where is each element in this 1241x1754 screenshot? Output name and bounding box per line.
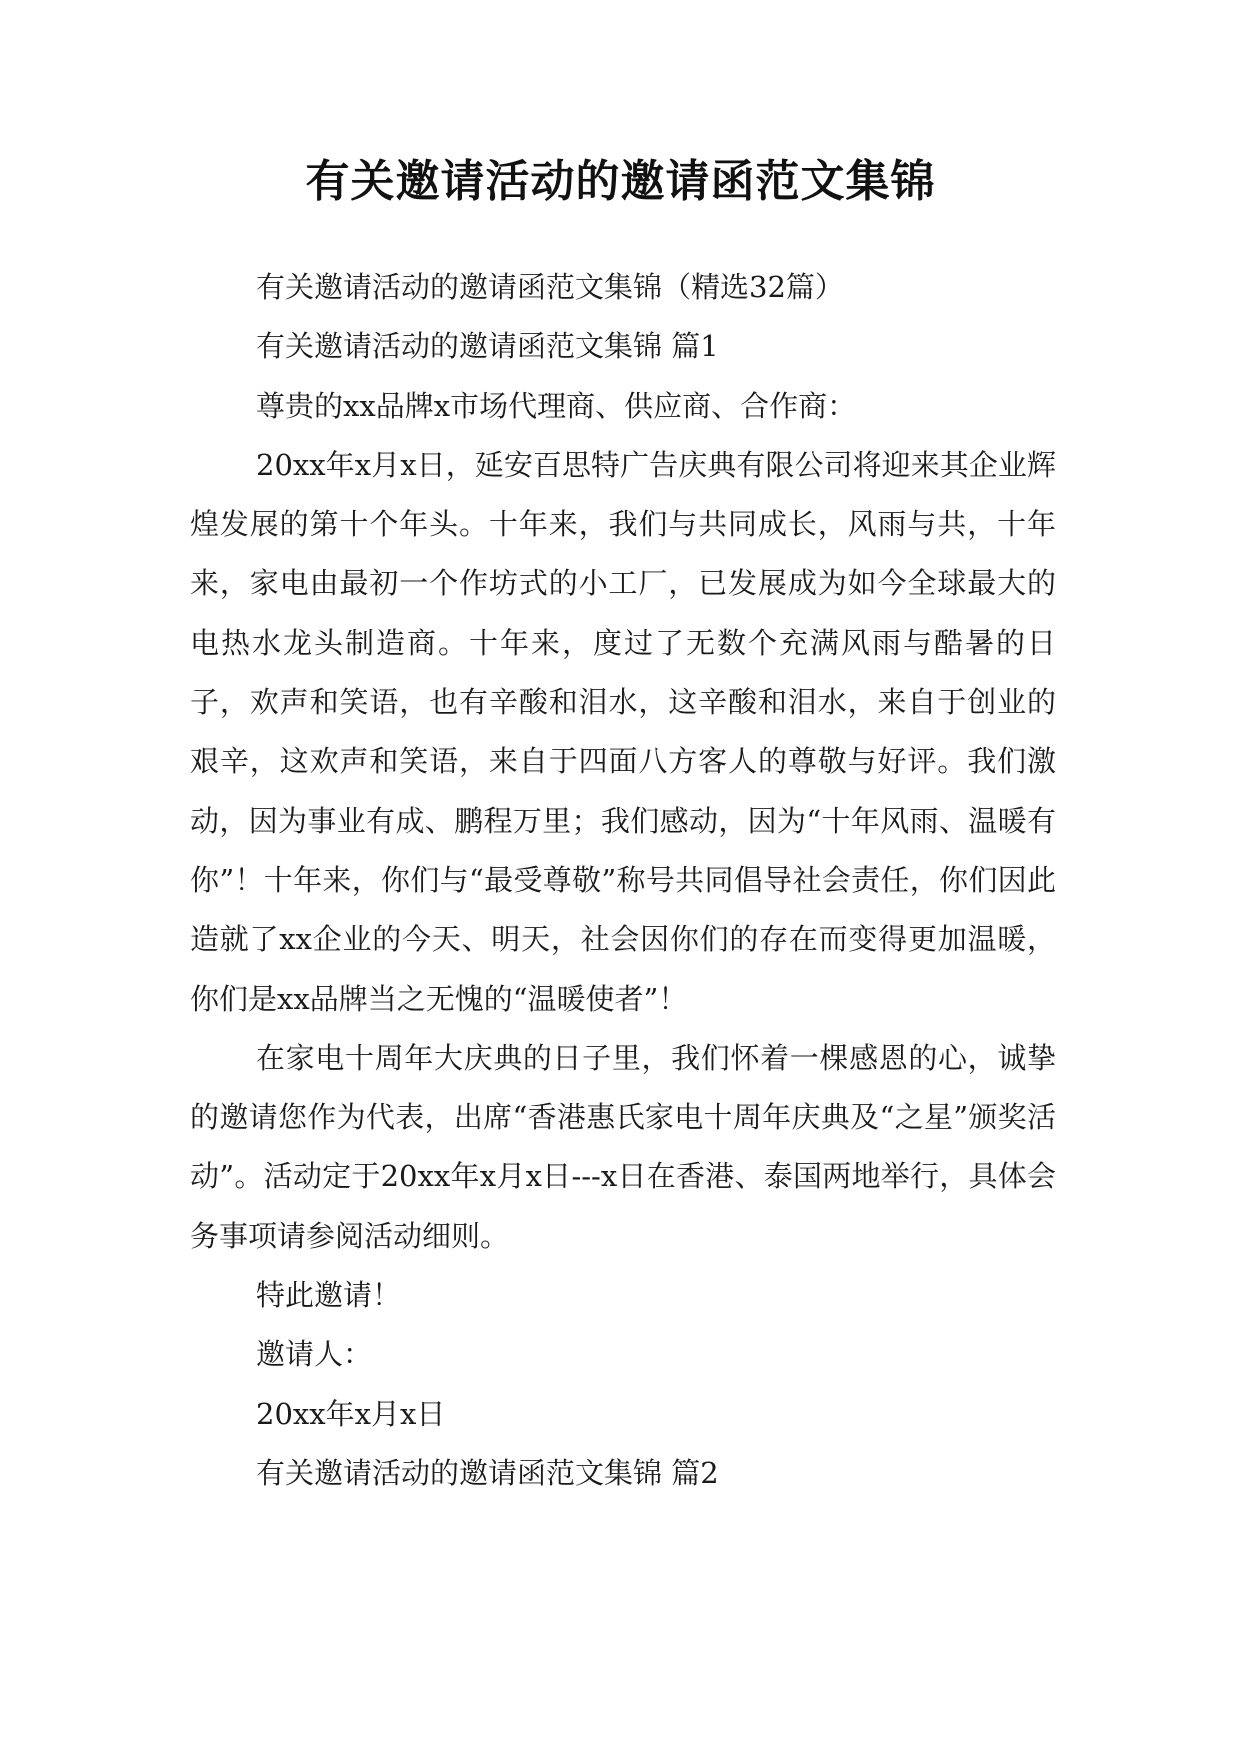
paragraph-salutation: 尊贵的xx品牌x市场代理商、供应商、合作商： bbox=[256, 388, 857, 423]
paragraph-section-heading-1: 有关邀请活动的邀请函范文集锦 篇1 bbox=[256, 329, 719, 364]
paragraph-closing: 特此邀请！ bbox=[256, 1278, 402, 1313]
paragraph-inviter: 邀请人： bbox=[256, 1337, 373, 1372]
paragraph-body-1: 20xx年x月x日，延安百思特广告庆典有限公司将迎来其企业辉煌发展的第十个年头。十年来，我们与共同成长，风雨与共，十年来，家电由最初一个作坊式的小工厂，已发展成为如今全球最大的电热水龙头制造商。十年来，度过了无数个充满风雨与酷暑的日子，欢声和笑语，也有辛酸和泪水，这辛酸和泪水，来自于创业的艰辛，这欢声和笑语，来自于四面八方客人的尊敬与好评。我们激动，因为事业有成、鹏程万里；我们感动，因为“十年风雨、温暖有你”！十年来，你们与“最受尊敬”称号共同倡导社会责任，你们因此造就了xx企业的今天、明天，社会因你们的存在而变得更加温暖，你们是xx品牌当之无愧的“温暖使者”！ bbox=[190, 447, 1056, 1016]
document-body bbox=[190, 258, 1056, 1503]
paragraph-date: 20xx年x月x日 bbox=[256, 1396, 446, 1431]
paragraph-section-heading-2: 有关邀请活动的邀请函范文集锦 篇2 bbox=[256, 1455, 719, 1490]
paragraph-subtitle: 有关邀请活动的邀请函范文集锦（精选32篇） bbox=[256, 270, 844, 304]
document-title: 有关邀请活动的邀请函范文集锦 bbox=[305, 156, 936, 207]
paragraph-body-2: 在家电十周年大庆典的日子里，我们怀着一棵感恩的心，诚挚的邀请您作为代表，出席“香港惠氏家电十周年庆典及“之星”颁奖活动”。活动定于20xx年x月x日---x日在香港、泰国两地举行，具体会务事项请参阅活动细则。 bbox=[190, 1040, 1056, 1253]
